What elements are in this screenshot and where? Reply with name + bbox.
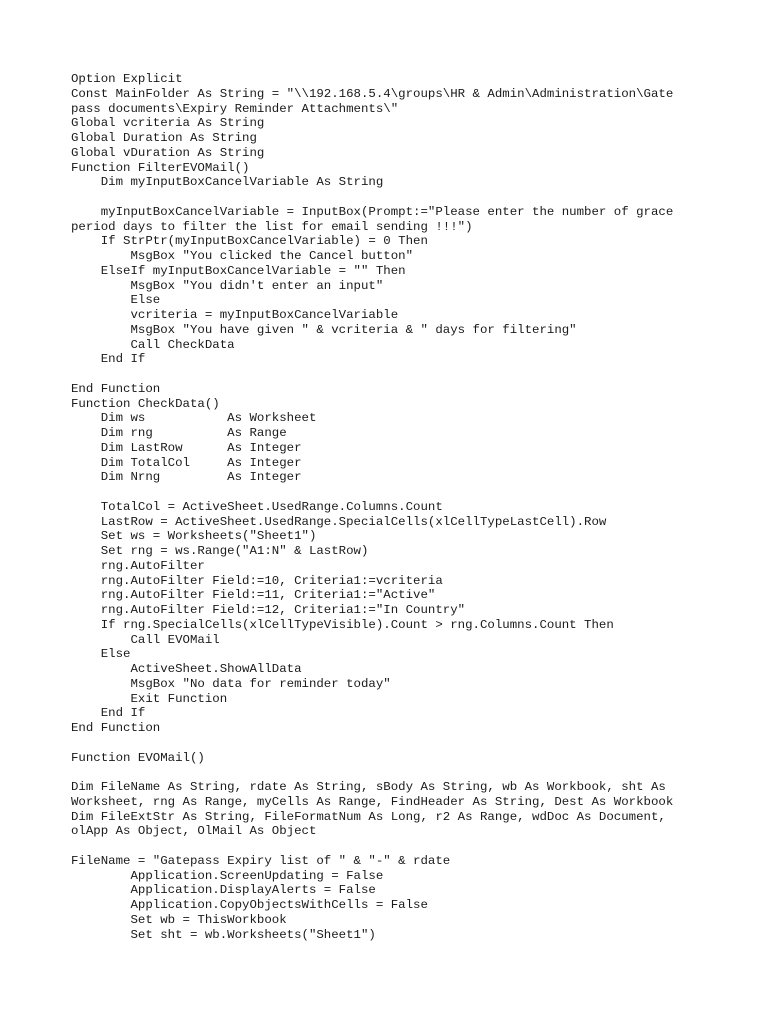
code-line: Else (71, 647, 131, 662)
code-line: Dim FileExtStr As String, FileFormatNum As Long, r2 As Range, wdDoc As Document, (71, 809, 666, 824)
code-line: LastRow = ActiveSheet.UsedRange.SpecialCells(xlCellTypeLastCell).Row (71, 514, 607, 529)
code-line: Function EVOMail() (71, 750, 205, 765)
code-line: If rng.SpecialCells(xlCellTypeVisible).Count > rng.Columns.Count Then (71, 617, 614, 632)
code-line: Set wb = ThisWorkbook (71, 912, 287, 927)
code-line: Call EVOMail (71, 632, 220, 647)
code-line: Function CheckData() (71, 396, 220, 411)
code-line: FileName = "Gatepass Expiry list of " & "-" & rdate (71, 853, 451, 868)
code-line: rng.AutoFilter Field:=11, Criteria1:="Active" (71, 588, 436, 603)
code-line: rng.AutoFilter (71, 558, 205, 573)
code-line (71, 765, 711, 780)
code-line: MsgBox "No data for reminder today" (71, 676, 391, 691)
code-line (71, 839, 711, 854)
code-line (71, 736, 711, 751)
code-line: Call CheckData (71, 337, 235, 352)
code-line: vcriteria = myInputBoxCancelVariable (71, 308, 399, 322)
code-line: Dim TotalCol As Integer (71, 455, 302, 470)
code-line: Function FilterEVOMail() (71, 160, 250, 175)
code-line: ElseIf myInputBoxCancelVariable = "" Then (71, 263, 406, 278)
code-line: period days to filter the list for email sending !!!") (71, 219, 473, 234)
code-line (71, 190, 711, 205)
code-line: Dim myInputBoxCancelVariable As String (71, 175, 384, 190)
code-line: olApp As Object, OlMail As Object (71, 824, 317, 839)
code-line: End Function (71, 381, 161, 396)
code-line: Worksheet, rng As Range, myCells As Range, FindHeader As String, Dest As Workbook (71, 794, 674, 809)
code-line: MsgBox "You clicked the Cancel button" (71, 249, 414, 263)
code-line: Dim Nrng As Integer (71, 470, 302, 485)
code-line: Set ws = Worksheets("Sheet1") (71, 529, 317, 544)
code-line: Dim FileName As String, rdate As String, sBody As String, wb As Workbook, sht As (71, 780, 666, 794)
code-line: TotalCol = ActiveSheet.UsedRange.Columns.Count (71, 499, 443, 514)
code-line: Application.DisplayAlerts = False (71, 883, 376, 898)
code-line: Dim LastRow As Integer (71, 440, 302, 455)
code-line: rng.AutoFilter Field:=10, Criteria1:=vcriteria (71, 573, 443, 588)
code-line: Exit Function (71, 691, 228, 706)
code-line (71, 367, 711, 382)
code-line: Dim rng As Range (71, 426, 287, 440)
code-line: ActiveSheet.ShowAllData (71, 662, 302, 676)
code-line: Set rng = ws.Range("A1:N" & LastRow) (71, 544, 369, 558)
code-line: MsgBox "You have given " & vcriteria & " days for filtering" (71, 322, 577, 337)
code-line: Set sht = wb.Worksheets("Sheet1") (71, 927, 376, 942)
code-line: End Function (71, 721, 161, 735)
code-line: MsgBox "You didn't enter an input" (71, 278, 384, 293)
code-line: Application.ScreenUpdating = False (71, 868, 384, 883)
code-line: Dim ws As Worksheet (71, 411, 317, 426)
code-line: Global vcriteria As String (71, 116, 265, 131)
code-line: Global vDuration As String (71, 145, 265, 160)
code-line: rng.AutoFilter Field:=12, Criteria1:="In Country" (71, 603, 466, 617)
code-listing (71, 72, 711, 942)
code-line: If StrPtr(myInputBoxCancelVariable) = 0 Then (71, 234, 428, 249)
code-line: Else (71, 293, 161, 308)
code-line: End If (71, 352, 146, 367)
code-line: Application.CopyObjectsWithCells = False (71, 898, 428, 912)
code-line: Option Explicit (71, 72, 183, 86)
code-line: Const MainFolder As String = "\\192.168.5.4\groups\HR & Admin\Administration\Gate (71, 86, 674, 101)
code-line: End If (71, 706, 146, 721)
code-line: myInputBoxCancelVariable = InputBox(Prompt:="Please enter the number of grace (71, 204, 674, 219)
code-line: Global Duration As String (71, 131, 257, 145)
code-line: pass documents\Expiry Reminder Attachments\" (71, 101, 399, 116)
code-line (71, 485, 711, 500)
